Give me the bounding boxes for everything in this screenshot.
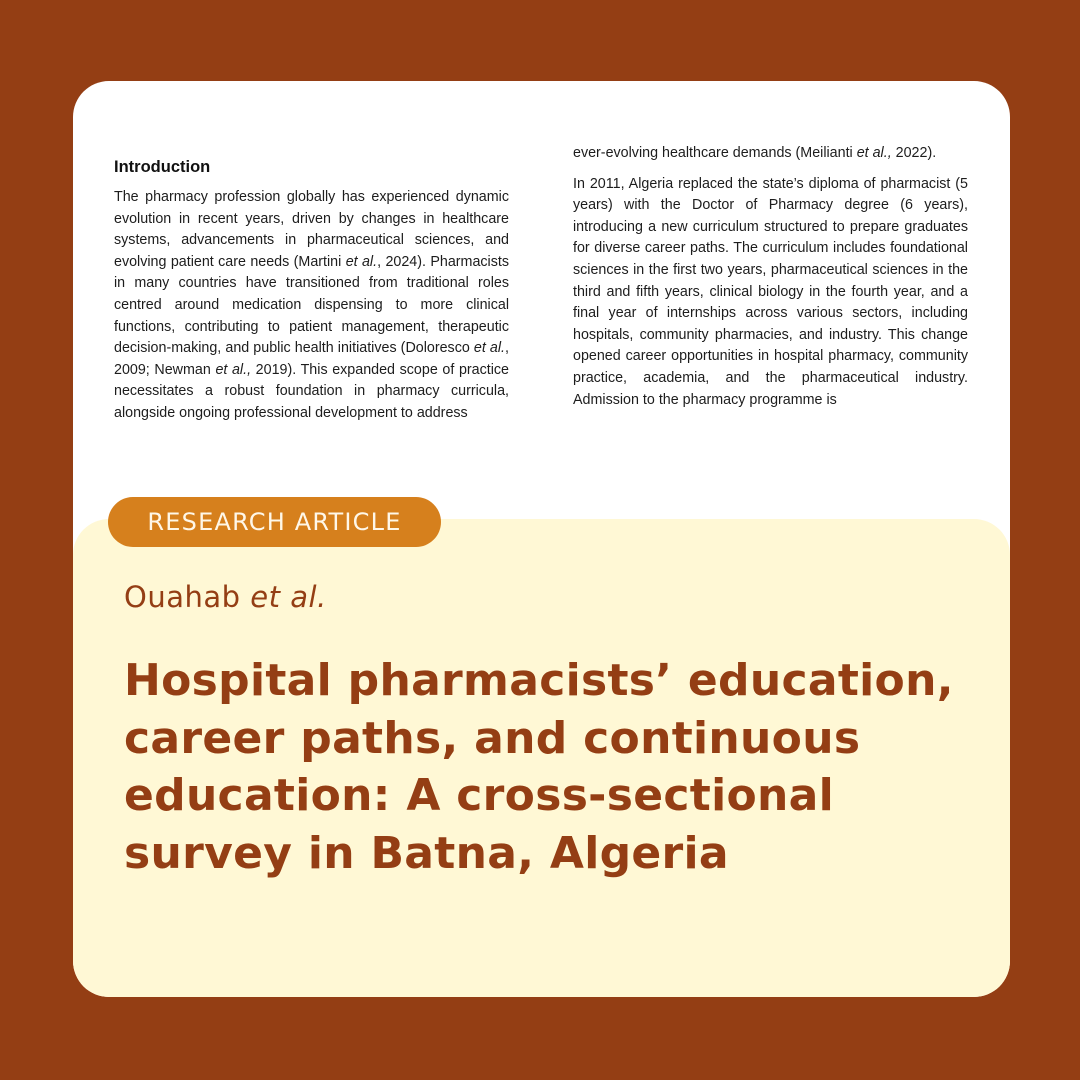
text-run: The pharmacy profession globally has experienced dynamic evolution in recent years, driven by changes in healthcare systems, advancements in pharmaceutical sciences, and evolving patient care needs (Martini	[114, 189, 509, 270]
article-title: Hospital pharmacists’ education, career paths, and continuous education: A cross-sectional survey in Batna, Algeria	[124, 655, 954, 879]
excerpt-right-column	[573, 143, 968, 411]
research-article-badge: RESEARCH ARTICLE	[108, 497, 441, 547]
citation-etal: et al.	[473, 340, 506, 357]
text-run: 2022).	[891, 145, 937, 161]
citation-etal: et al.,	[856, 145, 892, 161]
text-run: , 2009; Newman	[114, 340, 510, 378]
article-excerpt	[73, 81, 1010, 521]
intro-paragraph	[114, 187, 509, 425]
continuation-paragraph	[573, 143, 968, 165]
text-run: ever-evolving healthcare demands (Meilianti	[573, 145, 857, 161]
excerpt-left-column	[114, 157, 509, 425]
section-heading-introduction: Introduction	[114, 158, 211, 176]
algeria-curriculum-paragraph: In 2011, Algeria replaced the state’s diploma of pharmacist (5 years) with the Doctor of Pharmacy degree (6 years), introducing a new curriculum structured to prepare graduates for diverse career paths. The curriculum includes foundational sciences in the first two years, pharmaceutical sciences in the third and fifth years, clinical biology in the fourth year, and a final year of internships across various sectors, including hospitals, community pharmacies, and industry. This change opened career opportunities in hospital pharmacy, community practice, academia, and the pharmaceutical industry. Admission to the pharmacy programme is	[573, 175, 968, 408]
article-authors	[124, 580, 327, 614]
citation-etal: et al.,	[215, 361, 252, 378]
citation-etal: et al.	[345, 253, 378, 270]
text-run: , 2024). Pharmacists in many countries have transitioned from traditional roles centred around medication dispensing to more clinical functions, contributing to patient management, therapeutic decision-making, and public health initiatives (Doloresco	[114, 253, 510, 357]
author-surname: Ouahab	[124, 580, 241, 614]
author-etal: et al.	[250, 580, 327, 614]
text-run: 2019). This expanded scope of practice necessitates a robust foundation in pharmacy curricula, alongside ongoing professional development to address	[114, 361, 510, 421]
